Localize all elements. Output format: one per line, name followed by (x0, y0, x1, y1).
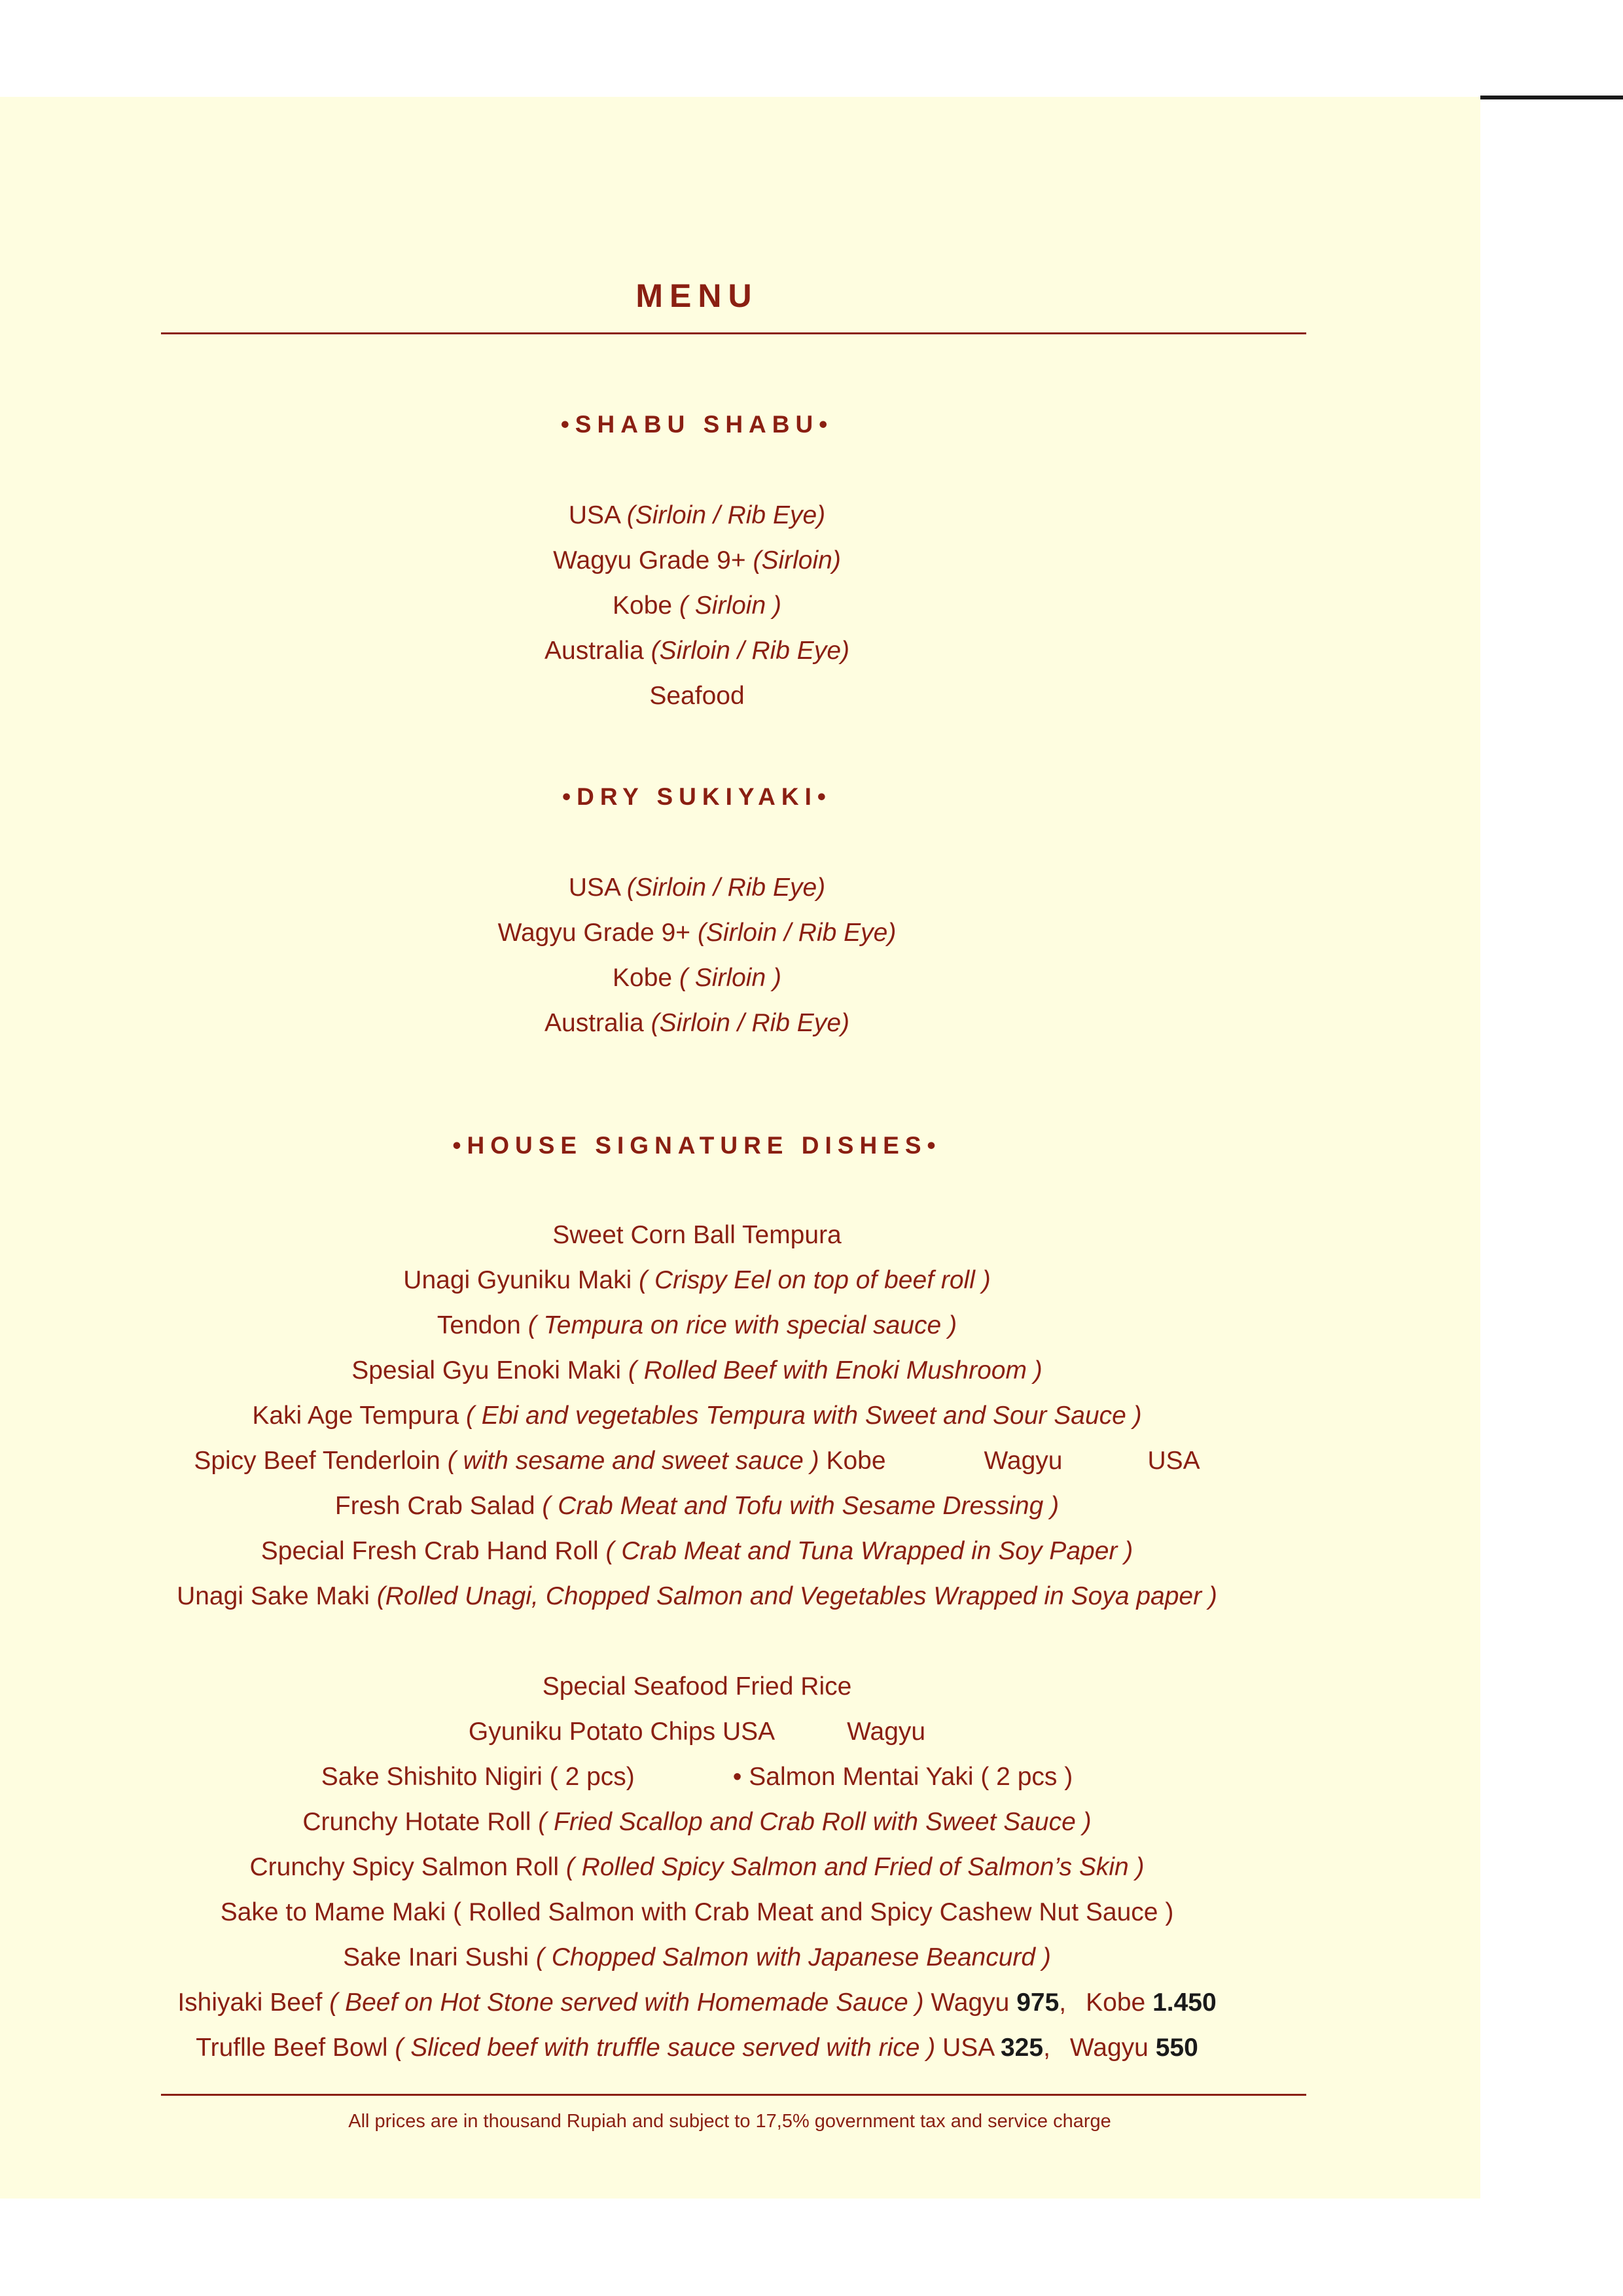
section-heading-house: •HOUSE SIGNATURE DISHES• (452, 1132, 942, 1159)
menu-item: Crunchy Spicy Salmon Roll ( Rolled Spicy Salmon and Fried of Salmon’s Skin ) (249, 1853, 1145, 1881)
menu-item: Seafood (649, 682, 745, 710)
menu-item: Spesial Gyu Enoki Maki ( Rolled Beef with Enoki Mushroom ) (351, 1356, 1043, 1385)
menu-title: MENU (635, 277, 758, 314)
menu-item: Gyuniku Potato Chips USA Wagyu (468, 1718, 926, 1746)
menu-item: Australia (Sirloin / Rib Eye) (544, 637, 849, 665)
scan-edge-mark (1480, 96, 1623, 99)
menu-item: Kobe ( Sirloin ) (613, 964, 781, 992)
menu-item: Wagyu Grade 9+ (Sirloin / Rib Eye) (497, 919, 897, 947)
menu-item: Sake Shishito Nigiri ( 2 pcs) • Salmon Mentai Yaki ( 2 pcs ) (321, 1763, 1073, 1791)
menu-item: Australia (Sirloin / Rib Eye) (544, 1009, 849, 1037)
menu-item: Sake Inari Sushi ( Chopped Salmon with Japanese Beancurd ) (343, 1943, 1051, 1971)
section-heading-sukiyaki: •DRY SUKIYAKI• (562, 783, 832, 810)
menu-item: Special Seafood Fried Rice (542, 1672, 852, 1701)
price: 1.450 (1152, 1988, 1217, 2017)
menu-item: Wagyu Grade 9+ (Sirloin) (553, 546, 841, 574)
menu-item: Spicy Beef Tenderloin ( with sesame and sweet sauce ) Kobe Wagyu USA (194, 1447, 1200, 1475)
menu-item: Kaki Age Tempura ( Ebi and vegetables Tempura with Sweet and Sour Sauce ) (252, 1402, 1142, 1430)
menu-item: Truflle Beef Bowl ( Sliced beef with truffle sauce served with rice ) USA 325, Wagyu 550 (196, 2034, 1198, 2062)
price: 325 (1000, 2034, 1044, 2062)
price: 550 (1155, 2034, 1198, 2062)
menu-item: Unagi Sake Maki (Rolled Unagi, Chopped Salmon and Vegetables Wrapped in Soya paper ) (177, 1582, 1217, 1610)
menu-item: Unagi Gyuniku Maki ( Crispy Eel on top of beef roll ) (403, 1266, 991, 1294)
section-heading-shabu: •SHABU SHABU• (560, 411, 834, 438)
footnote: All prices are in thousand Rupiah and subject to 17,5% government tax and service charge (348, 2111, 1111, 2132)
menu-item: Sweet Corn Ball Tempura (552, 1221, 842, 1249)
menu-item: Tendon ( Tempura on rice with special sauce ) (437, 1311, 957, 1339)
menu-item: Special Fresh Crab Hand Roll ( Crab Meat and Tuna Wrapped in Soy Paper ) (260, 1537, 1133, 1565)
menu-item: Fresh Crab Salad ( Crab Meat and Tofu with Sesame Dressing ) (334, 1492, 1060, 1520)
menu-item: Ishiyaki Beef ( Beef on Hot Stone served with Homemade Sauce ) Wagyu 975, Kobe 1.450 (177, 1988, 1217, 2017)
menu-item: Kobe ( Sirloin ) (613, 592, 781, 620)
footer-divider (161, 2094, 1306, 2096)
price: 975 (1016, 1988, 1060, 2017)
menu-item: USA (Sirloin / Rib Eye) (568, 874, 826, 902)
title-divider (161, 332, 1306, 334)
menu-item: USA (Sirloin / Rib Eye) (568, 501, 826, 529)
menu-item: Crunchy Hotate Roll ( Fried Scallop and Crab Roll with Sweet Sauce ) (302, 1808, 1092, 1836)
menu-item: Sake to Mame Maki ( Rolled Salmon with Crab Meat and Spicy Cashew Nut Sauce ) (220, 1898, 1174, 1926)
